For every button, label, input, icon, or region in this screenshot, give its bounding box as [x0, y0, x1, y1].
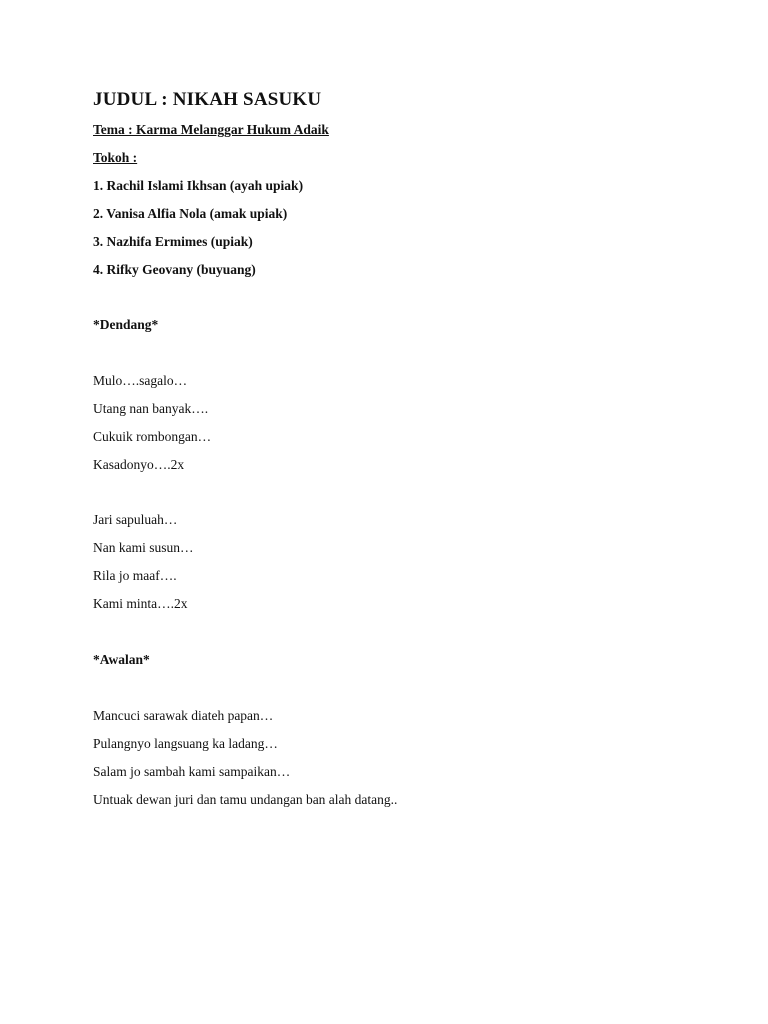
verse-line: Cukuik rombongan…: [93, 429, 212, 444]
verse-line: Kasadonyo….2x: [93, 457, 185, 472]
verse-line: Mulo….sagalo…: [93, 373, 188, 388]
awalan-heading: *Awalan*: [93, 652, 150, 667]
dendang-heading: *Dendang*: [93, 317, 159, 332]
tema-line: Tema : Karma Melanggar Hukum Adaik: [93, 122, 329, 137]
verse-line: Kami minta….2x: [93, 596, 188, 611]
verse-line: Pulangnyo langsuang ka ladang…: [93, 736, 278, 751]
tokoh-item: 2. Vanisa Alfia Nola (amak upiak): [93, 206, 288, 221]
document-title: JUDUL : NIKAH SASUKU: [93, 89, 322, 110]
verse-line: Nan kami susun…: [93, 540, 194, 555]
verse-line: Jari sapuluah…: [93, 512, 178, 527]
verse-line: Rila jo maaf….: [93, 568, 177, 583]
verse-line: Untuak dewan juri dan tamu undangan ban alah datang..: [93, 792, 398, 807]
tokoh-item: 1. Rachil Islami Ikhsan (ayah upiak): [93, 178, 304, 193]
tokoh-item: 4. Rifky Geovany (buyuang): [93, 262, 256, 277]
verse-line: Salam jo sambah kami sampaikan…: [93, 764, 291, 779]
verse-line: Utang nan banyak….: [93, 401, 209, 416]
tokoh-heading: Tokoh :: [93, 150, 138, 165]
verse-line: Mancuci sarawak diateh papan…: [93, 708, 274, 723]
tokoh-item: 3. Nazhifa Ermimes (upiak): [93, 234, 253, 249]
